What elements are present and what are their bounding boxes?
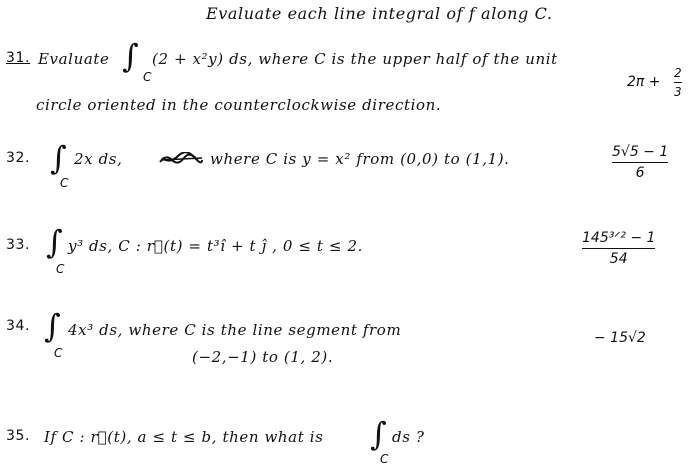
problem-34-integrand: 4x³ ds, where C is the line segment from	[68, 321, 402, 339]
problem-32-subscript: C	[60, 176, 69, 190]
problem-35-number: 35.	[6, 428, 31, 444]
integral-sign: ∫	[50, 139, 67, 177]
problem-34-answer: − 15√2	[594, 330, 646, 346]
fraction-bar	[674, 82, 682, 83]
integral-sign: ∫	[122, 37, 139, 75]
answer-numerator: 5√5 − 1	[612, 144, 669, 160]
problem-35-integrand: ds ?	[392, 428, 425, 446]
answer-numerator: 145³ᐟ² − 1	[582, 230, 656, 246]
integral-sign: ∫	[46, 223, 63, 261]
problem-31-lead: Evaluate	[38, 50, 110, 68]
integral-sign: ∫	[370, 415, 387, 453]
problem-31-line2: circle oriented in the counterclockwise direction.	[36, 96, 442, 114]
problem-35-subscript: C	[380, 452, 389, 466]
problem-33-integrand: y³ ds, C : r⃗(t) = t³î + t ĵ , 0 ≤ t ≤ 2.	[68, 237, 363, 255]
page-title: Evaluate each line integral of f along C.	[206, 4, 553, 23]
answer-denominator: 54	[609, 251, 628, 267]
scribble-mark	[158, 152, 204, 166]
fraction-bar	[582, 248, 655, 249]
answer-denominator: 3	[674, 85, 682, 99]
answer-denominator: 6	[635, 165, 645, 181]
problem-32-number: 32.	[6, 150, 31, 166]
problem-31-answer-fraction	[674, 66, 682, 99]
problem-31-integrand: (2 + x²y) ds, where C is the upper half of the unit	[152, 50, 558, 68]
problem-33-subscript: C	[56, 262, 65, 276]
problem-32-text: where C is y = x² from (0,0) to (1,1).	[210, 150, 510, 168]
answer-numerator: 2	[674, 66, 682, 80]
problem-31-answer-main: 2π +	[627, 74, 661, 90]
problem-31-number: 31.	[6, 50, 31, 66]
problem-34-number: 34.	[6, 318, 31, 334]
problem-33-number: 33.	[6, 237, 31, 253]
problem-33-answer-fraction	[582, 230, 655, 267]
problem-35-text: If C : r⃗(t), a ≤ t ≤ b, then what is	[44, 428, 324, 446]
problem-32-integrand: 2x ds,	[74, 150, 123, 168]
problem-31-subscript: C	[143, 70, 152, 84]
problem-34-subscript: C	[54, 346, 63, 360]
integral-sign: ∫	[44, 307, 61, 345]
fraction-bar	[612, 162, 668, 163]
problem-34-line2: (−2,−1) to (1, 2).	[192, 348, 334, 366]
problem-32-answer-fraction	[612, 144, 668, 181]
